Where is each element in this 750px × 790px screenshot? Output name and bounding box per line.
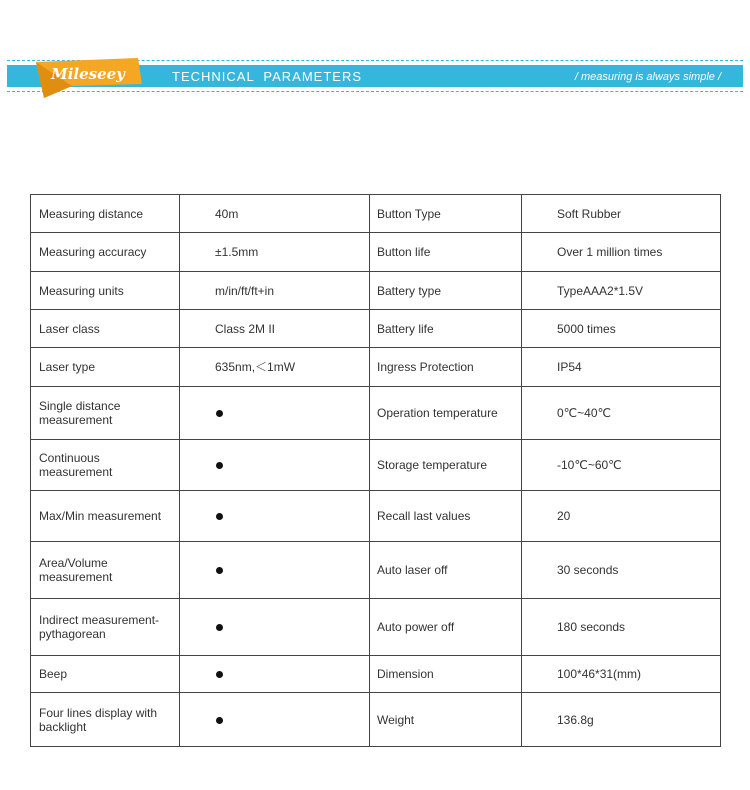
table-row xyxy=(31,310,721,348)
table-row xyxy=(31,693,721,747)
parameter-supported-cell xyxy=(180,387,370,440)
table-row xyxy=(31,233,721,272)
parameter-name: Continuous measurement xyxy=(31,440,180,491)
bullet-dot-icon xyxy=(216,624,223,631)
parameter-name: Button life xyxy=(370,233,522,272)
parameter-name: Auto laser off xyxy=(370,542,522,599)
parameter-name: Weight xyxy=(370,693,522,747)
parameter-supported-cell xyxy=(180,542,370,599)
parameter-value: ±1.5mm xyxy=(180,233,370,272)
parameter-value: Soft Rubber xyxy=(522,195,721,233)
parameter-name: Indirect measurement-pythagorean xyxy=(31,599,180,656)
table-row xyxy=(31,656,721,693)
parameter-name: Laser type xyxy=(31,348,180,387)
bullet-dot-icon xyxy=(216,671,223,678)
parameter-name: Auto power off xyxy=(370,599,522,656)
parameter-value: 20 xyxy=(522,491,721,542)
parameters-table xyxy=(30,194,721,747)
parameter-value: 30 seconds xyxy=(522,542,721,599)
table-row xyxy=(31,272,721,310)
bullet-dot-icon xyxy=(216,717,223,724)
parameter-value: 100*46*31(mm) xyxy=(522,656,721,693)
parameter-name: Storage temperature xyxy=(370,440,522,491)
parameter-value: 180 seconds xyxy=(522,599,721,656)
parameter-value: 5000 times xyxy=(522,310,721,348)
parameter-name: Measuring accuracy xyxy=(31,233,180,272)
bullet-dot-icon xyxy=(216,462,223,469)
parameter-name: Ingress Protection xyxy=(370,348,522,387)
parameter-value: 40m xyxy=(180,195,370,233)
parameter-name: Operation temperature xyxy=(370,387,522,440)
parameter-supported-cell xyxy=(180,693,370,747)
parameter-name: Single distance measurement xyxy=(31,387,180,440)
parameter-value: TypeAAA2*1.5V xyxy=(522,272,721,310)
parameter-name: Measuring units xyxy=(31,272,180,310)
parameter-value: m/in/ft/ft+in xyxy=(180,272,370,310)
brand-logo xyxy=(32,56,144,102)
parameter-name: Area/Volume measurement xyxy=(31,542,180,599)
table-row xyxy=(31,440,721,491)
parameter-name: Recall last values xyxy=(370,491,522,542)
parameter-name: Four lines display with backlight xyxy=(31,693,180,747)
table-row xyxy=(31,348,721,387)
parameter-value: 635nm,＜1mW xyxy=(180,348,370,387)
section-header xyxy=(0,56,750,106)
table-row xyxy=(31,599,721,656)
parameter-value: Class 2M II xyxy=(180,310,370,348)
parameter-name: Button Type xyxy=(370,195,522,233)
parameter-name: Max/Min measurement xyxy=(31,491,180,542)
bullet-dot-icon xyxy=(216,567,223,574)
parameter-value: 0℃~40℃ xyxy=(522,387,721,440)
parameter-value: 136.8g xyxy=(522,693,721,747)
section-title: TECHNICAL PARAMETERS xyxy=(172,69,363,84)
table-row xyxy=(31,542,721,599)
tagline: / measuring is always simple / xyxy=(574,71,721,83)
parameter-name: Measuring distance xyxy=(31,195,180,233)
parameters-table-body xyxy=(31,195,721,747)
parameter-supported-cell xyxy=(180,599,370,656)
parameter-supported-cell xyxy=(180,491,370,542)
parameter-value: IP54 xyxy=(522,348,721,387)
parameter-supported-cell xyxy=(180,440,370,491)
parameter-name: Battery type xyxy=(370,272,522,310)
parameter-name: Laser class xyxy=(31,310,180,348)
table-row xyxy=(31,491,721,542)
parameter-name: Beep xyxy=(31,656,180,693)
table-row xyxy=(31,195,721,233)
bullet-dot-icon xyxy=(216,410,223,417)
table-row xyxy=(31,387,721,440)
parameter-name: Dimension xyxy=(370,656,522,693)
parameter-value: -10℃~60℃ xyxy=(522,440,721,491)
parameter-value: Over 1 million times xyxy=(522,233,721,272)
parameter-name: Battery life xyxy=(370,310,522,348)
bullet-dot-icon xyxy=(216,513,223,520)
parameter-supported-cell xyxy=(180,656,370,693)
brand-name: Mileseey xyxy=(51,65,125,83)
